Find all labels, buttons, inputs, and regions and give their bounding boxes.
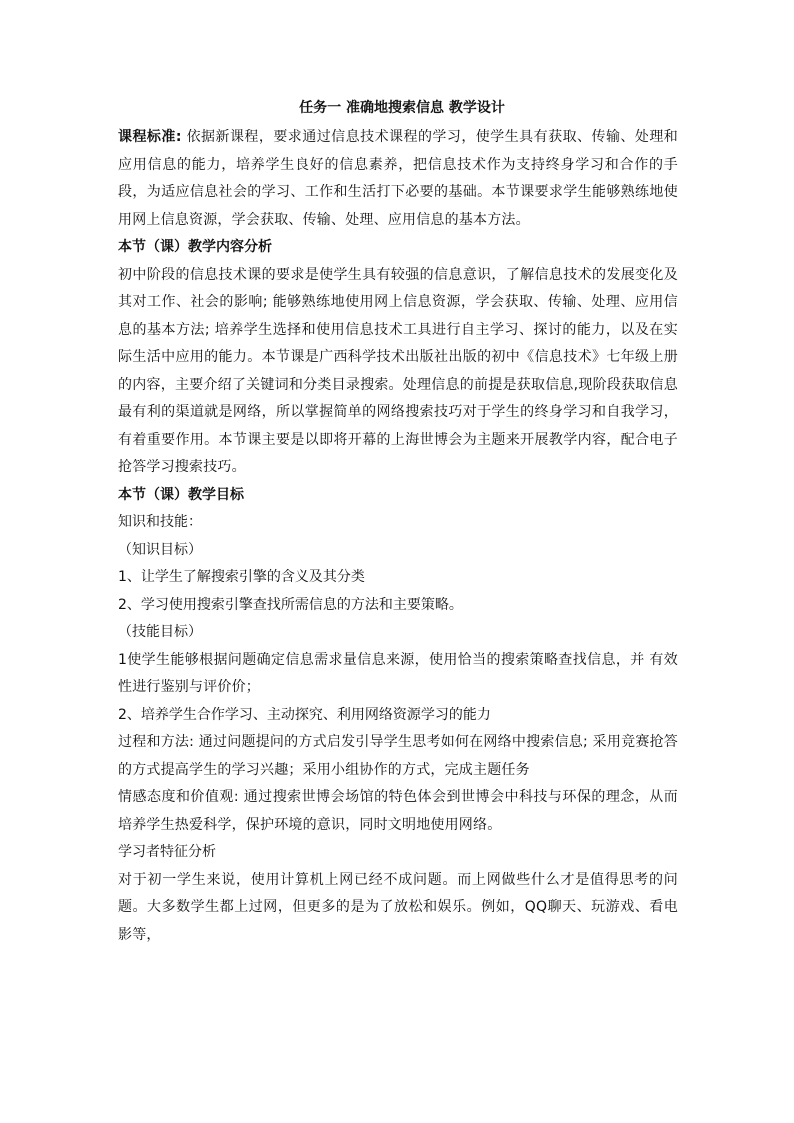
document-title: 任务一 准确地搜索信息 教学设计: [299, 100, 505, 116]
knowledge-skills-label: 知识和技能：: [118, 514, 202, 530]
document-body: [118, 98, 678, 949]
knowledge-goal-label: （知识目标）: [118, 541, 202, 558]
process-methods-text: 过程和方法: 通过问题提问的方式启发引导学生思考如何在网络中搜索信息; 采用竞赛抢答的方式提高学生的学习兴趣；采用小组协作的方式，完成主题任务: [118, 734, 678, 778]
content-analysis-heading: 本节（课）教学内容分析: [118, 239, 272, 255]
skill-goal-label: （技能目标）: [118, 624, 202, 640]
learner-heading: 学习者特征分析: [118, 844, 216, 860]
learner-text: 对于初一学生来说，使用计算机上网已经不成问题。而上网做些什么才是值得思考的问题。大多数学生都上过网，但更多的是为了放松和娱乐。例如，QQ聊天、玩游戏、看电影等，: [118, 871, 678, 943]
curriculum-text: 依据新课程，要求通过信息技术课程的学习，使学生具有获取、传输、处理和应用信息的能力，培养学生良好的信息素养，把信息技术作为支持终身学习和合作的手段，为适应信息社会的学习、工作和生活打下必要的基础。本节课要求学生能够熟练地使用网上信息资源，学会获取、传输、处理、应用信息的基本方法。: [118, 129, 678, 228]
emotion-values-text: 情感态度和价值观: 通过搜索世博会场馆的特色体会到世博会中科技与环保的理念，从而培养学生热爱科学，保护环境的意识，同时文明地使用网络。: [118, 789, 678, 833]
skill-item-2: 2、培养学生合作学习、主动探究、利用网络资源学习的能力: [118, 706, 491, 723]
skill-item-1: 1使学生能够根据问题确定信息需求量信息来源，使用恰当的搜索策略查找信息，并 有效性进行鉴别与评价价；: [118, 651, 678, 695]
curriculum-label: 课程标准:: [118, 129, 182, 145]
knowledge-item-2: 2、学习使用搜索引擎查找所需信息的方法和主要策略。: [118, 596, 463, 613]
content-analysis-text: 初中阶段的信息技术课的要求是使学生具有较强的信息意识，了解信息技术的发展变化及其对工作、社会的影响; 能够熟练地使用网上信息资源，学会获取、传输、处理、应用信息的基本方法; 培养学生选择和使用信息技术工具进行自主学习、探讨的能力，以及在实际生活中应用的能力。本节课是广西科学技术出版社出版的初中《信息技术》七年级上册的内容，主要介绍了关键词和分类目录搜索。处理信息的前提是获取信息,现阶段获取信息最有利的渠道就是网络，所以掌握简单的网络搜索技巧对于学生的终身学习和自我学习，有着重要作用。本节课主要是以即将开幕的上海世博会为主题来开展教学内容，配合电子抢答学习搜索技巧。: [118, 266, 678, 475]
curriculum-paragraph: [118, 124, 678, 234]
objectives-heading: 本节（课）教学目标: [118, 486, 244, 503]
knowledge-item-1: 1、让学生了解搜索引擎的含义及其分类: [118, 569, 365, 585]
